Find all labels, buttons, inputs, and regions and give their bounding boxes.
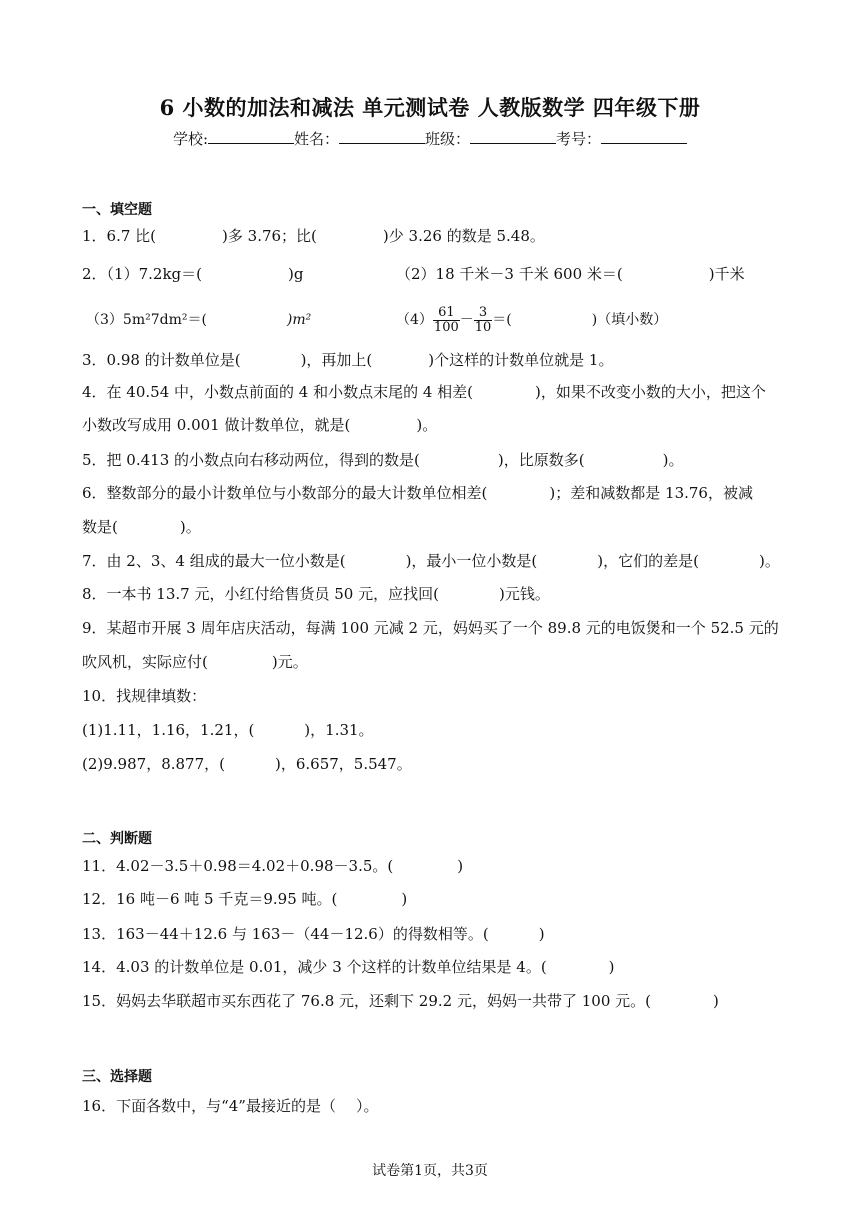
question-11: 11．4.02－3.5＋0.98＝4.02＋0.98－3.5。( ) xyxy=(82,857,464,875)
name-label: 姓名： xyxy=(294,130,340,148)
question-12: 12．16 吨－6 吨 5 千克＝9.95 吨。( ) xyxy=(82,890,408,908)
question-6-line-2: 数是( )。 xyxy=(82,518,201,536)
class-label: 班级： xyxy=(425,130,471,148)
school-field[interactable] xyxy=(208,129,294,144)
student-info-line xyxy=(0,128,860,149)
question-3: 3．0.98 的计数单位是( )，再加上( )个这样的计数单位就是 1。 xyxy=(82,351,614,369)
question-2-part-3: （3）5m²7dm²＝( )m² xyxy=(86,312,312,328)
class-field[interactable] xyxy=(470,129,556,144)
question-6-line-1: 6．整数部分的最小计数单位与小数部分的最大计数单位相差( )；差和减数都是 13.76，被减 xyxy=(82,484,753,502)
question-2-part-2: （2）18 千米－3 千米 600 米＝( )千米 xyxy=(396,265,745,283)
question-1: 1．6.7 比( )多 3.76；比( )少 3.26 的数是 5.48。 xyxy=(82,227,545,245)
question-16: 16．下面各数中，与“4”最接近的是（ ）。 xyxy=(82,1097,379,1115)
question-10-heading: 10．找规律填数： xyxy=(82,687,207,705)
question-15: 15．妈妈去华联超市买东西花了 76.8 元，还剩下 29.2 元，妈妈一共带了 100 元。( ) xyxy=(82,992,719,1010)
question-5: 5．把 0.413 的小数点向右移动两位，得到的数是( )，比原数多( )。 xyxy=(82,451,684,469)
school-label: 学校: xyxy=(172,130,208,148)
page-title: 6 小数的加法和减法 单元测试卷 人教版数学 四年级下册 xyxy=(159,95,701,120)
name-field[interactable] xyxy=(339,129,425,144)
exam-no-field[interactable] xyxy=(601,129,687,144)
question-4-line-1: 4．在 40.54 中，小数点前面的 4 和小数点末尾的 4 相差( )，如果不改变小数的大小，把这个 xyxy=(82,383,766,401)
question-10-sub-2: (2)9.987，8.877，( )，6.657，5.547。 xyxy=(82,755,412,773)
exam-no-label: 考号： xyxy=(556,130,602,148)
fraction-3-10: $\frac{3}{10}$ xyxy=(474,304,492,335)
question-13: 13．163－44＋12.6 与 163－（44－12.6）的得数相等。( ) xyxy=(82,925,545,943)
question-2-part-1: 2．（1）7.2kg＝( )g xyxy=(82,265,304,283)
question-9-line-2: 吹风机，实际应付( )元。 xyxy=(82,653,308,671)
question-2-part-4: （4） $\frac{61}{100}$ － $\frac{3}{10}$ ＝( )（填小数） xyxy=(396,304,668,335)
section-heading-multiple-choice: 三、选择题 xyxy=(82,1069,152,1085)
question-9-line-1: 9．某超市开展 3 周年店庆活动，每满 100 元减 2 元，妈妈买了一个 89.8 元的电饭煲和一个 52.5 元的 xyxy=(82,619,779,637)
section-heading-fill-blank: 一、填空题 xyxy=(82,202,152,218)
question-7: 7．由 2、3、4 组成的最大一位小数是( )，最小一位小数是( )，它们的差是( )。 xyxy=(82,552,780,570)
question-14: 14．4.03 的计数单位是 0.01，减少 3 个这样的计数单位结果是 4。( ) xyxy=(82,958,615,976)
question-4-line-2: 小数改写成用 0.001 做计数单位，就是( )。 xyxy=(82,416,438,434)
fraction-61-100: $\frac{61}{100}$ xyxy=(433,304,459,335)
question-8: 8．一本书 13.7 元，小红付给售货员 50 元，应找回( )元钱。 xyxy=(82,585,550,603)
section-heading-true-false: 二、判断题 xyxy=(82,831,152,847)
page-footer: 试卷第1页，共3页 xyxy=(372,1163,488,1179)
question-10-sub-1: (1)1.11，1.16，1.21，( )，1.31。 xyxy=(82,721,374,739)
